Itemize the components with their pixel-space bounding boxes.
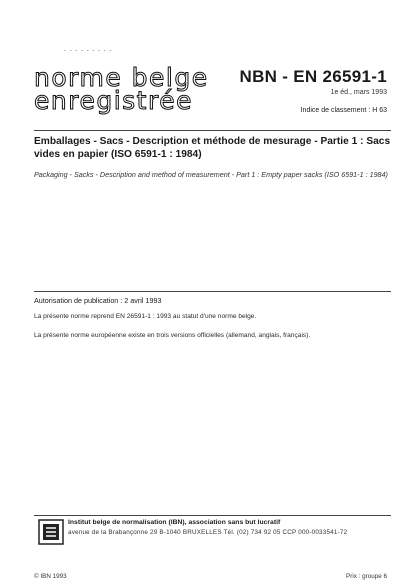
divider-middle (34, 291, 391, 292)
price-group: Prix : groupe 6 (346, 573, 387, 580)
ibn-logo-icon (38, 519, 64, 545)
publication-authorization: Autorisation de publication : 2 avril 1993 (34, 296, 162, 305)
header-marks: - - - - - - - - - (64, 48, 113, 54)
copyright-notice: © IBN 1993 (34, 573, 67, 580)
institute-name: Institut belge de normalisation (IBN), association sans but lucratif (68, 519, 281, 526)
institute-address: avenue de la Brabançonne 29 B-1040 BRUXELLES Tél. (02) 734 92 05 CCP 000-0033541-72 (68, 529, 348, 536)
norm-title-line-2: enregistrée (34, 86, 193, 115)
classification-index: Indice de classement : H 63 (300, 107, 387, 114)
document-title: Emballages - Sacs - Description et méthode de mesurage - Partie 1 : Sacs vides en papier (ISO 6591-1 : 1984) (34, 136, 391, 160)
divider-footer (34, 515, 391, 516)
norm-title-line-1: norme belge (34, 63, 209, 92)
standard-number: NBN - EN 26591-1 (239, 67, 387, 86)
divider-top (34, 130, 391, 131)
body-paragraph: La présente norme européenne existe en trois versions officielles (allemand, anglais, français). (34, 332, 311, 339)
english-title: Packaging - Sacks - Description and method of measurement - Part 1 : Empty paper sacks (ISO 6591-1 : 1984) (34, 170, 388, 179)
norm-title-block (34, 63, 209, 115)
body-paragraph: La présente norme reprend EN 26591-1 : 1993 au statut d'une norme belge. (34, 313, 257, 320)
edition-date: 1e éd., mars 1993 (330, 89, 387, 96)
